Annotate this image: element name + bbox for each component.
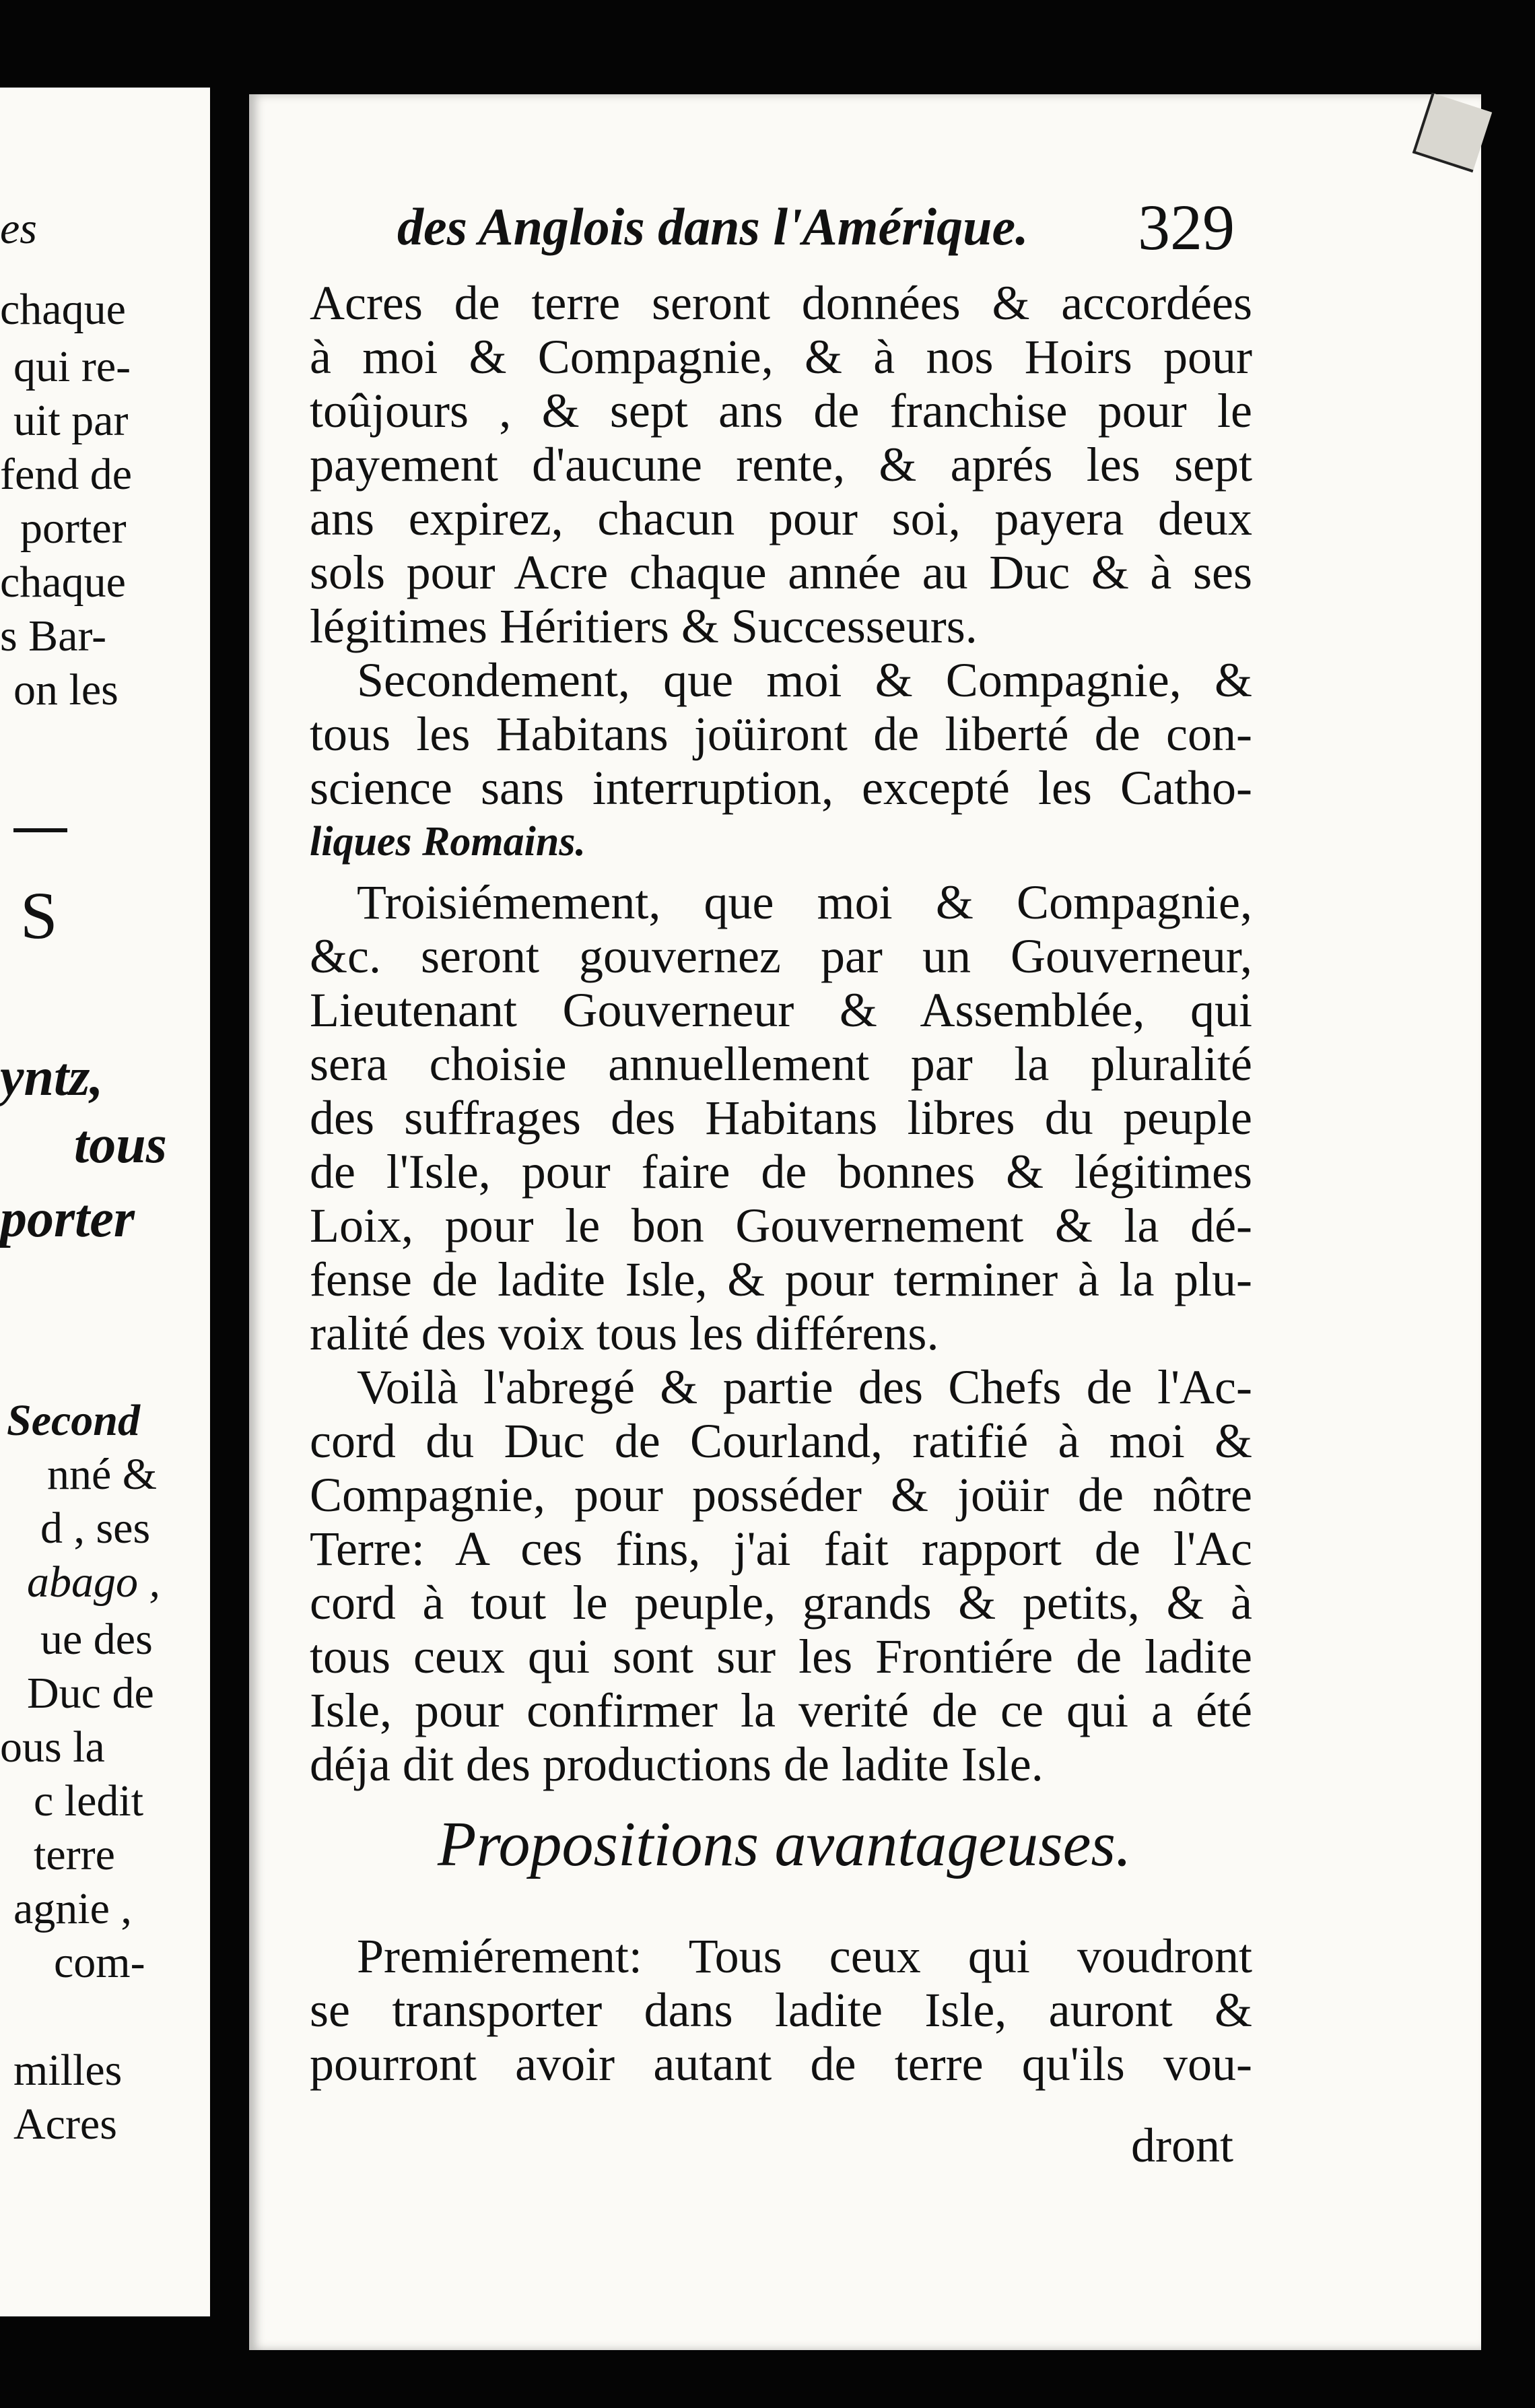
left-line: com-	[54, 1938, 145, 1987]
text-line: fense de ladite Isle, & pour terminer à la plu-	[310, 1252, 1252, 1306]
text-line: déja dit des productions de ladite Isle.	[310, 1737, 1044, 1791]
left-line: d , ses	[40, 1504, 151, 1553]
text-line: Compagnie, pour posséder & joüir de nôtre	[310, 1468, 1252, 1522]
text-line: Premiérement: Tous ceux qui voudront	[357, 1929, 1252, 1983]
left-line: S	[20, 878, 58, 953]
text-line: payement d'aucune rente, & aprés les sept	[310, 438, 1252, 492]
text-line: Terre: A ces fins, j'ai fait rapport de l'Ac	[310, 1522, 1252, 1576]
left-line: terre	[34, 1830, 115, 1879]
text-line: ans expirez, chacun pour soi, payera deux	[310, 492, 1252, 545]
left-line: ue des	[40, 1615, 153, 1664]
left-line: qui re-	[13, 342, 131, 391]
left-line: nné &	[47, 1450, 158, 1499]
text-line: légitimes Héritiers & Successeurs.	[310, 599, 978, 653]
left-line: uit par	[13, 396, 129, 445]
text-line: Loix, pour le bon Gouvernement & la dé-	[310, 1199, 1252, 1252]
left-line: es	[0, 204, 37, 253]
page-number: 329	[1138, 191, 1235, 263]
text-line: des suffrages des Habitans libres du peuple	[310, 1091, 1252, 1145]
text-line: Acres de terre seront données & accordées	[310, 276, 1252, 330]
text-line: tous ceux qui sont sur les Frontiére de ladite	[310, 1630, 1252, 1683]
running-head: des Anglois dans l'Amérique.	[397, 197, 1029, 256]
text-line: cord à tout le peuple, grands & petits, & à	[310, 1576, 1252, 1630]
left-line: yntz,	[0, 1048, 104, 1107]
left-line: porter	[20, 504, 127, 553]
left-line: abago ,	[27, 1558, 160, 1607]
text-line: Troisiémement, que moi & Compagnie,	[357, 875, 1252, 929]
text-line: &c. seront gouvernez par un Gouverneur,	[310, 929, 1252, 983]
left-line: milles	[13, 2046, 123, 2095]
text-line: à moi & Compagnie, & à nos Hoirs pour	[310, 330, 1252, 384]
left-line: chaque	[0, 558, 126, 607]
text-line: science sans interruption, excepté les Catho-	[310, 761, 1252, 815]
left-line: agnie ,	[13, 1884, 132, 1933]
text-line: pourront avoir autant de terre qu'ils vou-	[310, 2037, 1252, 2091]
text-line: Lieutenant Gouverneur & Assemblée, qui	[310, 983, 1252, 1037]
text-line: Voilà l'abregé & partie des Chefs de l'Ac-	[357, 1360, 1252, 1414]
left-line: on les	[13, 665, 118, 714]
text-line: toûjours , & sept ans de franchise pour le	[310, 384, 1252, 438]
left-line: porter	[0, 1189, 135, 1248]
left-line: Duc de	[27, 1669, 154, 1718]
text-line: ralité des voix tous les différens.	[310, 1306, 939, 1360]
text-line: tous les Habitans joüiront de liberté de con-	[310, 707, 1252, 761]
left-line: tous	[74, 1115, 167, 1174]
text-line: de l'Isle, pour faire de bonnes & légitimes	[310, 1145, 1252, 1199]
text-line: cord du Duc de Courland, ratifié à moi &	[310, 1414, 1252, 1468]
left-divider-rule	[13, 828, 67, 832]
left-line: chaque	[0, 285, 126, 334]
text-line: sols pour Acre chaque année au Duc & à ses	[310, 545, 1252, 599]
left-line: ous la	[0, 1723, 105, 1772]
text-line: se transporter dans ladite Isle, auront &	[310, 1983, 1252, 2037]
section-heading: Propositions avantageuses.	[438, 1809, 1132, 1879]
catchword: dront	[1131, 2118, 1233, 2172]
text-line: Secondement, que moi & Compagnie, &	[357, 653, 1252, 707]
left-line: Acres	[13, 2100, 117, 2149]
text-line: sera choisie annuellement par la pluralité	[310, 1037, 1252, 1091]
text-line: Isle, pour confirmer la verité de ce qui a été	[310, 1683, 1252, 1737]
text-line: liques Romains.	[310, 819, 586, 865]
left-line: Second	[7, 1396, 140, 1445]
left-line: c ledit	[34, 1776, 144, 1826]
left-line: s Bar-	[0, 611, 107, 661]
left-line: fend de	[0, 450, 133, 499]
